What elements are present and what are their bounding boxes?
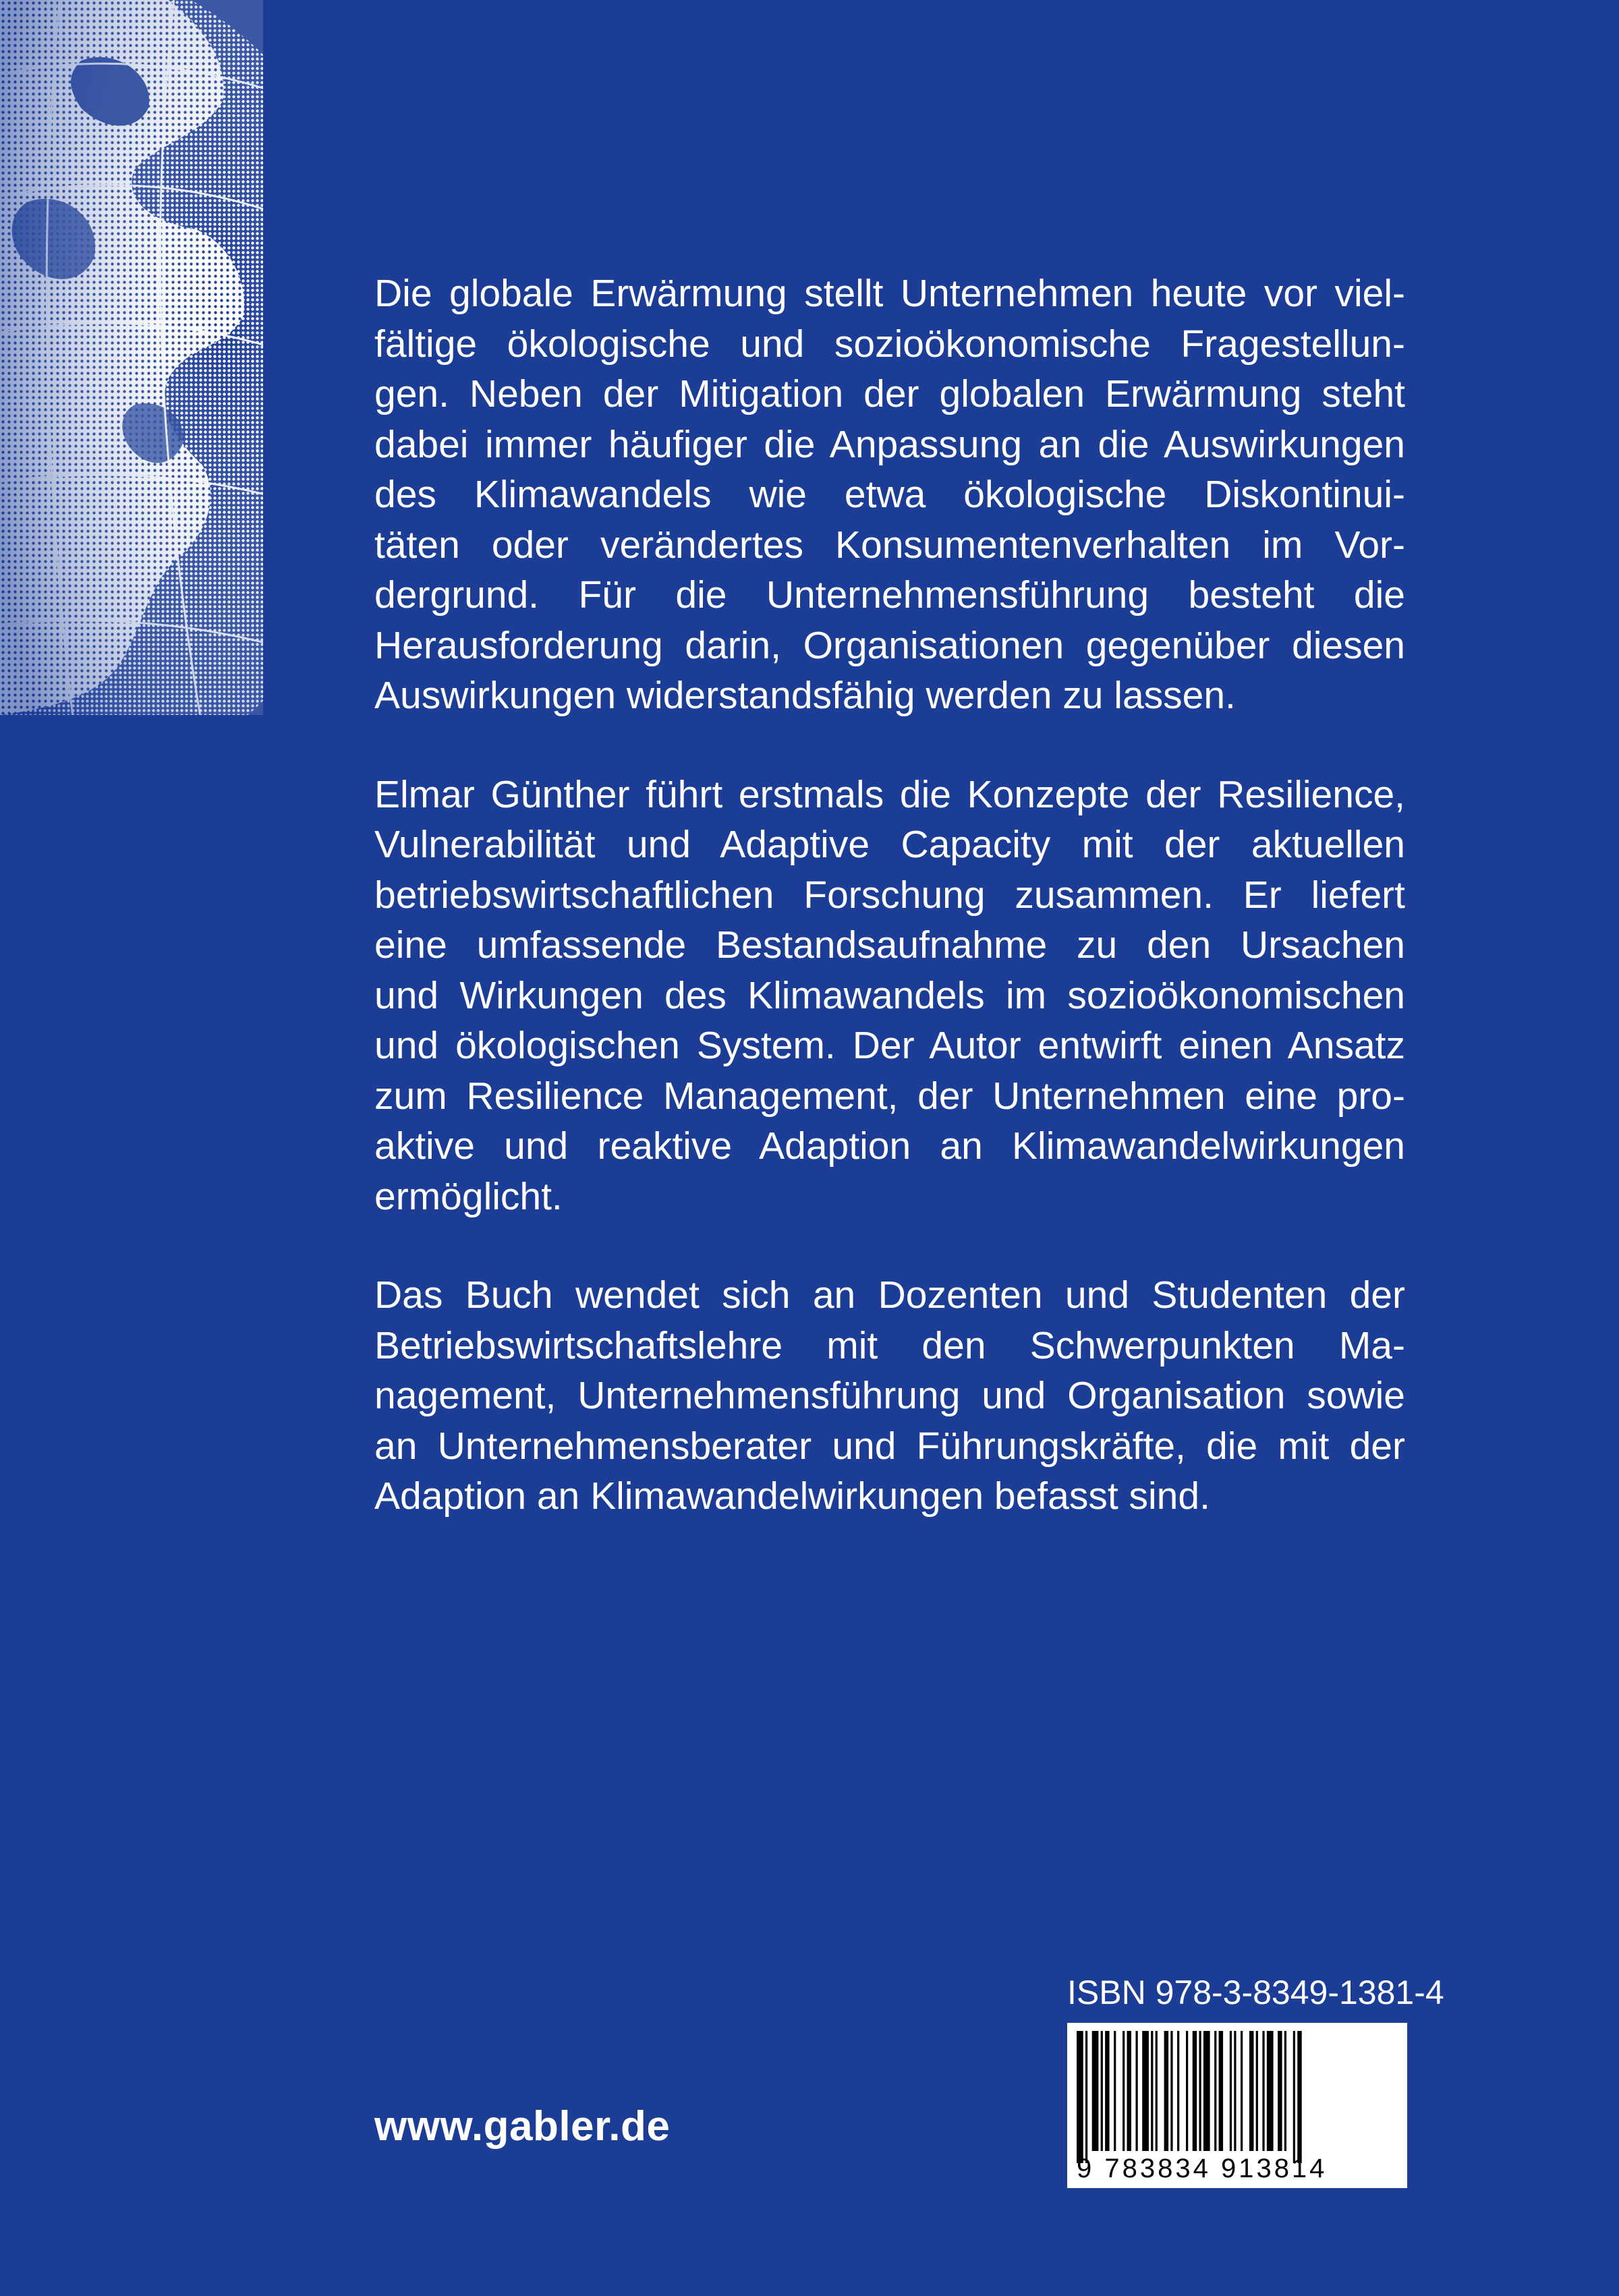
barcode-bar [1085, 2031, 1087, 2163]
barcode-bar [1193, 2031, 1197, 2151]
description-paragraph-2 [374, 770, 1405, 1222]
barcode-bar [1284, 2031, 1286, 2151]
barcode-bar [1186, 2031, 1188, 2151]
barcode-bar [1077, 2031, 1083, 2163]
isbn-barcode [1067, 2023, 1407, 2188]
barcode-bar [1105, 2031, 1109, 2151]
text-line: Adaption an Klimawandelwirkungen befasst sind. [374, 1474, 1210, 1518]
text-line: gen. Neben der Mitigation der globalen Erwärmung steht [374, 372, 1405, 415]
globe-illustration [0, 0, 263, 715]
barcode-bar [1293, 2031, 1295, 2163]
barcode-bar [1203, 2031, 1210, 2151]
barcode-bar [1156, 2031, 1158, 2151]
barcode-bar [1123, 2031, 1125, 2151]
text-line: dergrund. Für die Unternehmensführung besteht die [374, 573, 1405, 616]
barcode-bar [1127, 2031, 1131, 2151]
text-line: eine umfassende Bestandsaufnahme zu den Ursachen [374, 923, 1405, 967]
text-line: ermöglicht. [374, 1174, 563, 1218]
description-text [374, 268, 1405, 1570]
text-line: und ökologischen System. Der Autor entwirft einen Ansatz [374, 1024, 1405, 1067]
text-line: des Klimawandels wie etwa ökologische Diskontinui- [374, 473, 1405, 516]
publisher-website[interactable]: www.gabler.de [374, 2103, 671, 2150]
text-line: fältige ökologische und sozioökonomische Fragestellun- [374, 322, 1405, 366]
text-line: Die globale Erwärmung stellt Unternehmen heute vor viel- [374, 272, 1405, 315]
text-line: Elmar Günther führt erstmals die Konzepte der Resilience, [374, 772, 1405, 816]
description-paragraph-3 [374, 1270, 1405, 1522]
description-paragraph-1 [374, 268, 1405, 721]
barcode-bar [1234, 2031, 1236, 2151]
text-line: und Wirkungen des Klimawandels im sozioökonomischen [374, 973, 1405, 1017]
barcode-digits: 9 783834 913814 [1077, 2154, 1328, 2183]
barcode-bar [1142, 2031, 1149, 2151]
isbn-label: ISBN 978-3-8349-1381-4 [1067, 1974, 1444, 2011]
barcode-bar [1101, 2031, 1103, 2151]
barcode-bar [1092, 2031, 1099, 2151]
barcode-bar [1278, 2031, 1282, 2151]
barcode-bar [1241, 2031, 1243, 2151]
barcode-bar [1267, 2031, 1274, 2151]
text-line: dabei immer häufiger die Anpassung an die Auswirkungen [374, 422, 1405, 466]
barcode-bar [1135, 2031, 1137, 2151]
barcode-bar [1114, 2031, 1116, 2151]
barcode-bar [1249, 2031, 1253, 2151]
text-line: betriebswirtschaftlichen Forschung zusammen. Er liefert [374, 873, 1405, 917]
text-line: Herausforderung darin, Organisationen gegenüber diesen [374, 623, 1405, 667]
barcode-bar [1230, 2031, 1232, 2151]
text-line: Das Buch wendet sich an Dozenten und Studenten der [374, 1273, 1405, 1317]
barcode-bar [1256, 2031, 1258, 2151]
text-line: Betriebswirtschaftslehre mit den Schwerpunkten Ma- [374, 1323, 1405, 1367]
barcode-bar [1164, 2031, 1168, 2151]
barcode-bar [1170, 2031, 1172, 2151]
barcode-bar [1177, 2031, 1179, 2151]
text-line: täten oder verändertes Konsumentenverhalten im Vor- [374, 523, 1405, 567]
text-line: zum Resilience Management, der Unternehmen eine pro- [374, 1074, 1405, 1118]
barcode-bar [1297, 2031, 1301, 2163]
text-line: Auswirkungen widerstandsfähig werden zu lassen. [374, 674, 1236, 717]
text-line: an Unternehmensberater und Führungskräfte, die mit der [374, 1424, 1405, 1468]
barcode-bar [1151, 2031, 1153, 2151]
barcode-bar [1199, 2031, 1201, 2151]
text-line: nagement, Unternehmensführung und Organisation sowie [374, 1374, 1405, 1417]
barcode-bar [1214, 2031, 1216, 2151]
text-line: aktive und reaktive Adaption an Klimawandelwirkungen [374, 1124, 1405, 1168]
text-line: Vulnerabilität und Adaptive Capacity mit der aktuellen [374, 823, 1405, 866]
barcode-bar [1262, 2031, 1264, 2151]
barcode-bar [1219, 2031, 1223, 2151]
